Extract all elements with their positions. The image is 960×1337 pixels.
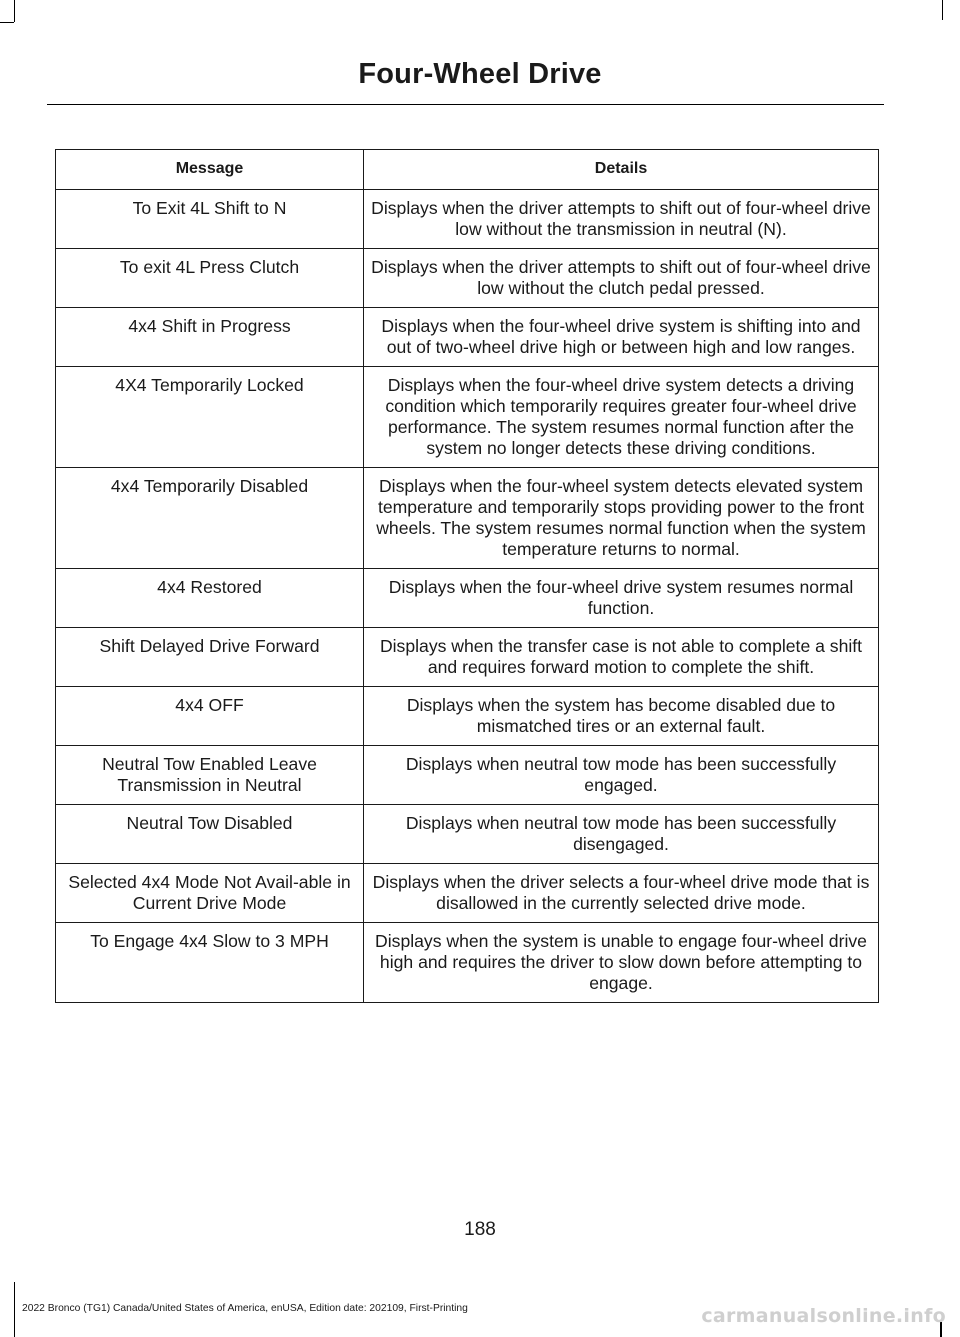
column-header-message: Message [56, 150, 364, 190]
crop-mark [14, 1282, 15, 1337]
details-cell: Displays when the four-wheel drive system is shifting into and out of two-wheel drive high or between high and low ranges. [364, 308, 879, 367]
details-cell: Displays when the four-wheel drive system detects a driving condition which temporarily requires greater four-wheel drive performance. The system resumes normal function after the system no longer detects these driving conditions. [364, 367, 879, 468]
message-cell: 4x4 Shift in Progress [56, 308, 364, 367]
table-row [56, 190, 879, 249]
details-cell: Displays when the system is unable to engage four-wheel drive high and requires the driver to slow down before attempting to engage. [364, 923, 879, 1003]
crop-mark [942, 0, 943, 20]
message-cell: 4x4 Temporarily Disabled [56, 468, 364, 569]
message-cell: 4x4 Restored [56, 569, 364, 628]
message-table [55, 149, 879, 1003]
header-divider [47, 104, 884, 105]
table-row [56, 468, 879, 569]
details-cell: Displays when the four-wheel system detects elevated system temperature and temporarily stops providing power to the front wheels. The system resumes normal function when the system temperature returns to normal. [364, 468, 879, 569]
table-row [56, 864, 879, 923]
message-cell: 4x4 OFF [56, 687, 364, 746]
details-cell: Displays when the driver selects a four-wheel drive mode that is disallowed in the currently selected drive mode. [364, 864, 879, 923]
table-row [56, 569, 879, 628]
table-row [56, 367, 879, 468]
table-row [56, 923, 879, 1003]
message-cell: 4X4 Temporarily Locked [56, 367, 364, 468]
crop-mark [14, 0, 15, 22]
details-cell: Displays when neutral tow mode has been successfully engaged. [364, 746, 879, 805]
table-row [56, 687, 879, 746]
table-row [56, 249, 879, 308]
column-header-details: Details [364, 150, 879, 190]
message-cell: Neutral Tow Enabled Leave Transmission in Neutral [56, 746, 364, 805]
details-cell: Displays when neutral tow mode has been successfully disengaged. [364, 805, 879, 864]
table-row [56, 308, 879, 367]
message-cell: To Engage 4x4 Slow to 3 MPH [56, 923, 364, 1003]
details-cell: Displays when the four-wheel drive system resumes normal function. [364, 569, 879, 628]
page-title: Four-Wheel Drive [358, 58, 602, 90]
watermark: carmanualsonline.info [701, 1305, 946, 1327]
table-row [56, 805, 879, 864]
details-cell: Displays when the driver attempts to shift out of four-wheel drive low without the clutch pedal pressed. [364, 249, 879, 308]
table-row [56, 746, 879, 805]
details-cell: Displays when the driver attempts to shift out of four-wheel drive low without the transmission in neutral (N). [364, 190, 879, 249]
message-cell: Selected 4x4 Mode Not Avail-able in Current Drive Mode [56, 864, 364, 923]
details-cell: Displays when the transfer case is not able to complete a shift and requires forward motion to complete the shift. [364, 628, 879, 687]
details-cell: Displays when the system has become disabled due to mismatched tires or an external fault. [364, 687, 879, 746]
message-cell: Shift Delayed Drive Forward [56, 628, 364, 687]
footer-edition-text: 2022 Bronco (TG1) Canada/United States of America, enUSA, Edition date: 202109, First-Printing [22, 1303, 468, 1314]
table-row [56, 628, 879, 687]
table-header-row [56, 150, 879, 190]
message-cell: To exit 4L Press Clutch [56, 249, 364, 308]
crop-mark [0, 22, 14, 23]
page-number: 188 [464, 1219, 496, 1240]
message-cell: To Exit 4L Shift to N [56, 190, 364, 249]
message-cell: Neutral Tow Disabled [56, 805, 364, 864]
